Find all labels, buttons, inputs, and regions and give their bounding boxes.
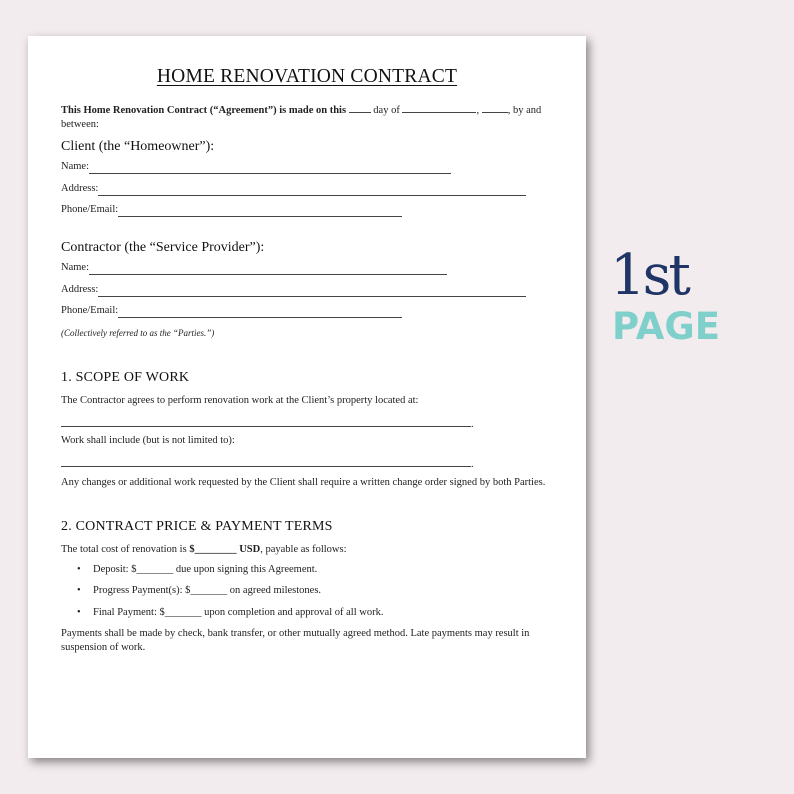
payment-bullets [61,563,553,620]
month-blank [402,102,476,113]
client-phone-row [61,203,553,217]
intro-day-label: day of [373,105,400,116]
contractor-name-line [89,263,447,275]
intro-paragraph [61,102,553,132]
intro-comma: , [476,105,480,116]
section1-property-line-row [61,412,553,428]
client-phone-label: Phone/Email: [61,204,119,215]
client-heading: Client (the “Homeowner”): [61,139,215,154]
payment-closing: Payments shall be made by check, bank transfer, or other mutually agreed method. Late payments may result in suspension of work. [61,628,530,653]
property-line-period: . [471,418,474,430]
badge-page: PAGE [612,305,721,348]
total-amount: $________ [189,543,237,555]
property-location-line [61,412,471,427]
work-line-period: . [471,458,474,470]
contractor-phone-row [61,304,553,318]
client-name-row [61,160,553,174]
bullet-progress: • Progress Payment(s): $_______ on agreed milestones. [61,584,553,598]
section1-work-line-row [61,452,553,468]
parties-note: (Collectively referred to as the “Parties.”) [61,327,215,338]
section1-p1: The Contractor agrees to perform renovation work at the Client’s property located at: [61,394,419,406]
document-content [61,66,553,655]
contractor-phone-label: Phone/Email: [61,305,119,316]
intro-prefix: This Home Renovation Contract (“Agreement”) is made on this [61,105,347,116]
section1-p3: Any changes or additional work requested by the Client shall require a written change order signed by both Parties. [61,476,546,488]
section1-p2: Work shall include (but is not limited to): [61,434,235,446]
document-page [28,36,586,758]
page-badge [610,243,732,348]
client-address-row [61,182,553,196]
client-name-label: Name: [61,161,89,172]
contractor-address-line [98,285,526,297]
contractor-name-row [61,261,553,275]
day-blank [349,102,371,113]
client-name-line [89,162,451,174]
section2-heading: 2. CONTRACT PRICE & PAYMENT TERMS [61,518,333,534]
bullet-deposit: • Deposit: $_______ due upon signing this Agreement. [61,563,553,577]
contractor-heading: Contractor (the “Service Provider”): [61,240,265,255]
contractor-address-row [61,283,553,297]
intro-suffix: , by and [507,105,542,116]
bullet-final: • Final Payment: $_______ upon completion and approval of all work. [61,606,553,620]
intro-line2: between: [61,119,99,130]
work-included-line [61,452,471,467]
document-title: HOME RENOVATION CONTRACT [156,66,458,87]
year-blank [482,102,508,113]
section1-heading: 1. SCOPE OF WORK [61,369,190,385]
total-cost-paragraph [61,543,553,557]
total-suffix: , payable as follows: [260,543,347,555]
contractor-name-label: Name: [61,262,89,273]
badge-1st: 1st [610,243,688,308]
total-currency: USD [239,543,261,555]
total-prefix: The total cost of renovation is [61,543,187,555]
contractor-address-label: Address: [61,283,99,295]
client-address-label: Address: [61,182,99,194]
client-phone-line [118,205,402,217]
contractor-phone-line [118,306,402,318]
client-address-line [98,184,526,196]
